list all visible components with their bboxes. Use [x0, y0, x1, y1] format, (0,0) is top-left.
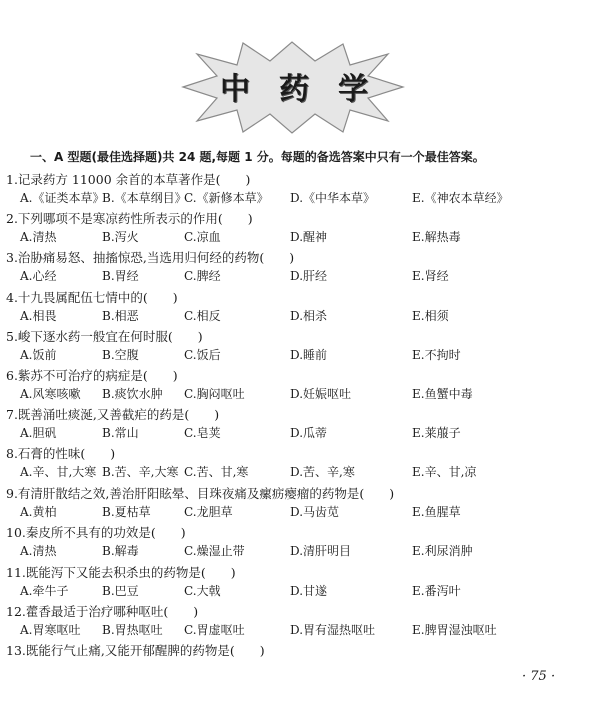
answer-options — [20, 346, 590, 362]
answer-option: B.胃经 — [102, 269, 139, 283]
answer-option: B.相恶 — [102, 309, 139, 323]
answer-option: D.马齿苋 — [290, 505, 340, 519]
answer-option: A.辛、甘,大寒 — [20, 465, 97, 479]
answer-option: D.肝经 — [290, 269, 328, 283]
answer-option: E.莱菔子 — [412, 426, 461, 440]
answer-option: C.相反 — [184, 309, 221, 323]
answer-option: C.大戟 — [184, 584, 221, 598]
answer-option: E.不拘时 — [412, 348, 461, 362]
question-text: 10.秦皮所不具有的功效是( ) — [6, 525, 186, 540]
answer-option: C.皂荚 — [184, 426, 221, 440]
question-text: 5.峻下逐水药一般宜在何时服( ) — [6, 329, 203, 344]
answer-option: E.脾胃湿浊呕吐 — [412, 623, 497, 637]
answer-option: E.辛、甘,凉 — [412, 465, 477, 479]
answer-option: C.胃虚呕吐 — [184, 623, 245, 637]
answer-option: D.《中华本草》 — [290, 191, 376, 205]
answer-option: D.清肝明目 — [290, 544, 352, 558]
answer-option: B.《本草纲目》 — [102, 191, 187, 205]
answer-option: C.《新修本草》 — [184, 191, 269, 205]
answer-option: D.醒神 — [290, 230, 328, 244]
question-text: 8.石膏的性味( ) — [6, 446, 116, 461]
answer-option: D.妊娠呕吐 — [290, 387, 352, 401]
answer-option: B.解毒 — [102, 544, 139, 558]
answer-option: E.解热毒 — [412, 230, 461, 244]
answer-options — [20, 463, 590, 479]
answer-option: A.清热 — [20, 544, 57, 558]
answer-option: B.泻火 — [102, 230, 139, 244]
answer-option: C.燥湿止带 — [184, 544, 245, 558]
answer-option: D.甘遂 — [290, 584, 328, 598]
answer-option: B.空腹 — [102, 348, 139, 362]
answer-option: E.相须 — [412, 309, 449, 323]
answer-option: D.睡前 — [290, 348, 328, 362]
question-text: 13.既能行气止痛,又能开郁醒脾的药物是( ) — [6, 643, 265, 658]
answer-option: A.饭前 — [20, 348, 57, 362]
answer-option: E.番泻叶 — [412, 584, 461, 598]
answer-options — [20, 228, 590, 244]
answer-options — [20, 424, 590, 440]
question-text: 6.紫苏不可治疗的病症是( ) — [6, 368, 178, 383]
question-text: 11.既能泻下又能去积杀虫的药物是( ) — [6, 565, 236, 580]
answer-options — [20, 621, 590, 637]
answer-option: A.胆矾 — [20, 426, 57, 440]
answer-option: A.黄柏 — [20, 505, 57, 519]
answer-option: E.肾经 — [412, 269, 449, 283]
answer-option: D.相杀 — [290, 309, 328, 323]
title-char-2: 药 — [279, 72, 311, 107]
page-title — [220, 66, 370, 106]
answer-option: C.苦、甘,寒 — [184, 465, 249, 479]
answer-option: E.利尿消肿 — [412, 544, 473, 558]
title-char-3: 学 — [338, 72, 370, 107]
answer-option: E.鱼蟹中毒 — [412, 387, 473, 401]
answer-option: A.《证类本草》 — [20, 191, 105, 205]
title-char-1: 中 — [220, 72, 252, 107]
answer-option: A.心经 — [20, 269, 57, 283]
question-text: 3.治胁痛易怒、抽搐惊恐,当选用归何经的药物( ) — [6, 250, 295, 265]
answer-option: D.苦、辛,寒 — [290, 465, 355, 479]
question-text: 4.十九畏属配伍七情中的( ) — [6, 290, 178, 305]
answer-options — [20, 582, 590, 598]
answer-options — [20, 267, 590, 283]
section-heading: 一、A 型题(最佳选择题)共 24 题,每题 1 分。每题的备选答案中只有一个最佳答案。 — [30, 150, 485, 164]
answer-option: B.痰饮水肿 — [102, 387, 163, 401]
question-text: 12.藿香最适于治疗哪种呕吐( ) — [6, 604, 199, 619]
answer-option: B.胃热呕吐 — [102, 623, 163, 637]
answer-option: A.牵牛子 — [20, 584, 69, 598]
answer-option: D.瓜蒂 — [290, 426, 328, 440]
answer-option: A.风寒咳嗽 — [20, 387, 81, 401]
answer-options — [20, 307, 590, 323]
answer-options — [20, 385, 590, 401]
answer-option: C.饭后 — [184, 348, 221, 362]
answer-option: A.清热 — [20, 230, 57, 244]
answer-options — [20, 503, 590, 519]
answer-option: C.胸闷呕吐 — [184, 387, 245, 401]
question-text: 7.既善涌吐痰涎,又善截疟的药是( ) — [6, 407, 220, 422]
answer-option: A.胃寒呕吐 — [20, 623, 81, 637]
answer-option: D.胃有湿热呕吐 — [290, 623, 376, 637]
answer-option: B.常山 — [102, 426, 139, 440]
answer-option: E.鱼腥草 — [412, 505, 461, 519]
question-text: 2.下列哪项不是寒凉药性所表示的作用( ) — [6, 211, 253, 226]
answer-option: C.凉血 — [184, 230, 221, 244]
answer-option: C.脾经 — [184, 269, 221, 283]
answer-option: A.相畏 — [20, 309, 57, 323]
answer-option: B.夏枯草 — [102, 505, 151, 519]
answer-options — [20, 189, 590, 205]
answer-option: E.《神农本草经》 — [412, 191, 509, 205]
page-number: · 75 · — [522, 669, 556, 684]
question-text: 1.记录药方 11000 余首的本草著作是( ) — [6, 172, 251, 187]
answer-option: B.苦、辛,大寒 — [102, 465, 179, 479]
answer-option: C.龙胆草 — [184, 505, 233, 519]
answer-option: B.巴豆 — [102, 584, 139, 598]
question-text: 9.有清肝散结之效,善治肝阳眩晕、目珠夜痛及瘰疬瘿瘤的药物是( ) — [6, 486, 395, 501]
answer-options — [20, 542, 590, 558]
